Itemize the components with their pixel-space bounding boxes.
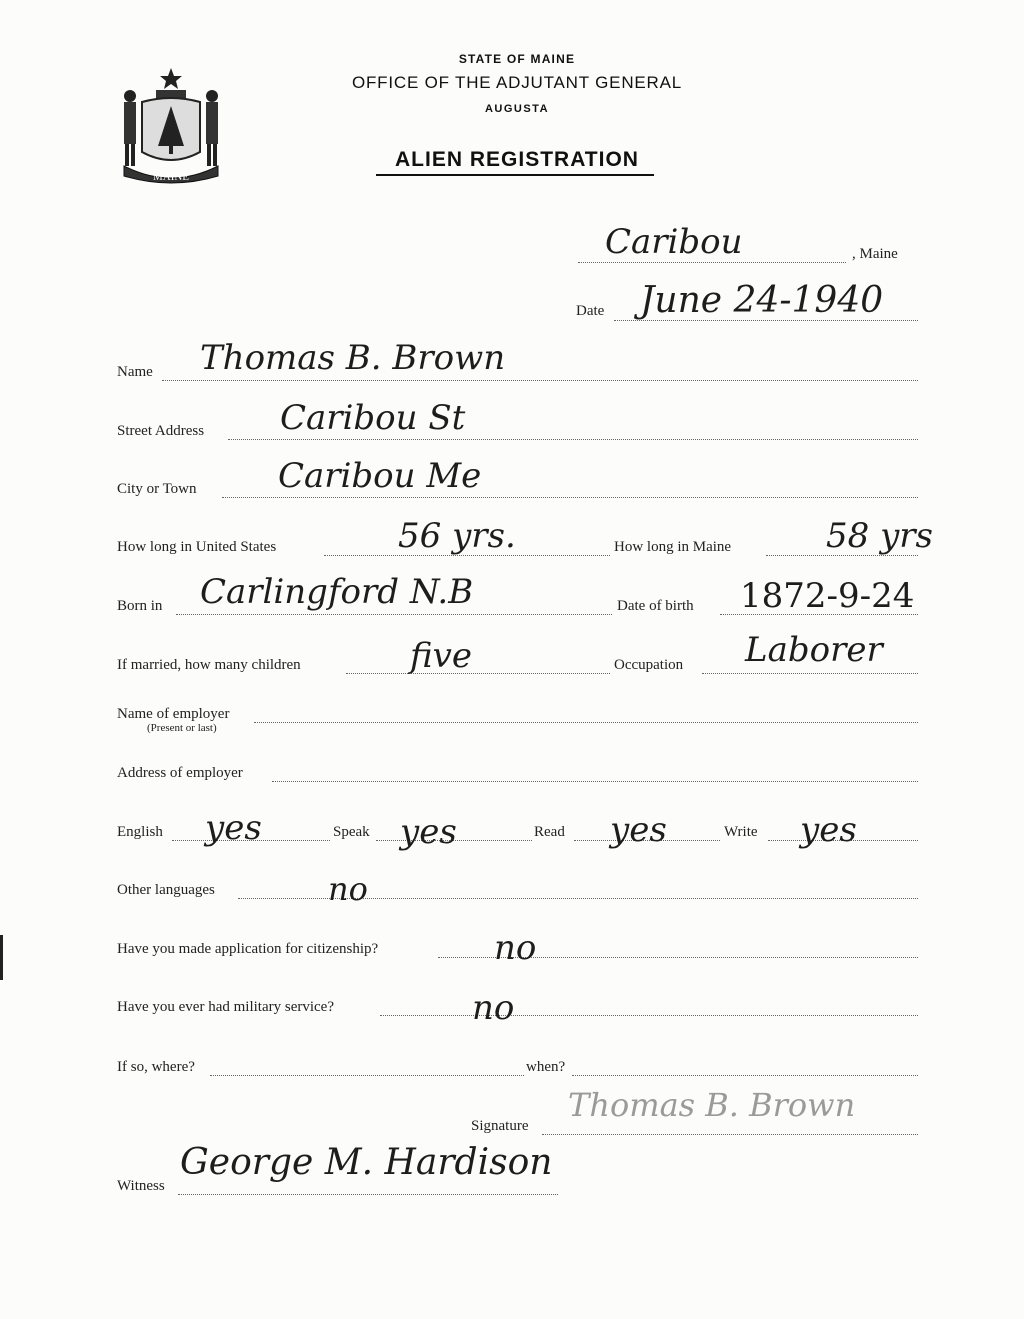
signature-line xyxy=(542,1134,918,1135)
us-years-value: 56 yrs. xyxy=(398,516,516,556)
born-value: Carlingford N.B xyxy=(200,572,474,612)
employer-label: Name of employer xyxy=(117,706,230,722)
street-line xyxy=(228,439,918,440)
speak-value: yes xyxy=(400,812,457,852)
other-languages-label: Other languages xyxy=(117,882,215,898)
employer-sublabel: (Present or last) xyxy=(147,722,217,734)
city-value: Caribou Me xyxy=(278,456,482,496)
born-label: Born in xyxy=(117,598,163,614)
place-value: Caribou xyxy=(605,222,743,262)
scan-edge-mark xyxy=(0,935,3,980)
where-line xyxy=(210,1075,524,1076)
english-label: English xyxy=(117,824,163,840)
city-label: City or Town xyxy=(117,481,197,497)
form-title: ALIEN REGISTRATION xyxy=(395,148,639,171)
children-value: five xyxy=(410,636,473,676)
occupation-value: Laborer xyxy=(745,630,883,670)
office-heading: OFFICE OF THE ADJUTANT GENERAL xyxy=(351,73,683,92)
date-label: Date xyxy=(576,303,605,319)
where-label: If so, where? xyxy=(117,1059,195,1075)
when-label: when? xyxy=(526,1059,566,1075)
english-value: yes xyxy=(205,808,262,848)
state-heading: STATE OF MAINE xyxy=(458,52,576,66)
witness-value: George M. Hardison xyxy=(180,1142,553,1183)
maine-label: , Maine xyxy=(852,246,898,262)
dob-label: Date of birth xyxy=(617,598,694,614)
read-label: Read xyxy=(534,824,565,840)
speak-label: Speak xyxy=(333,824,370,840)
signature-value: Thomas B. Brown xyxy=(568,1086,856,1124)
when-line xyxy=(572,1075,918,1076)
dob-value: 1872-9-24 xyxy=(740,576,915,616)
children-label: If married, how many children xyxy=(117,657,301,673)
city-heading: AUGUSTA xyxy=(484,103,550,115)
occupation-label: Occupation xyxy=(614,657,684,673)
military-label: Have you ever had military service? xyxy=(117,999,334,1015)
employer-address-label: Address of employer xyxy=(117,765,243,781)
maine-years-label: How long in Maine xyxy=(614,539,732,555)
children-line xyxy=(346,673,610,674)
witness-label: Witness xyxy=(117,1178,165,1194)
maine-years-value: 58 yrs xyxy=(826,516,933,556)
other-languages-value: no xyxy=(328,870,368,908)
name-value: Thomas B. Brown xyxy=(200,338,506,378)
title-underline xyxy=(376,174,654,176)
date-value: June 24-1940 xyxy=(640,280,884,321)
write-value: yes xyxy=(800,810,857,850)
place-line xyxy=(578,262,846,263)
citizenship-value: no xyxy=(494,928,537,968)
city-line xyxy=(222,497,918,498)
street-value: Caribou St xyxy=(280,398,466,438)
read-value: yes xyxy=(610,810,667,850)
name-line xyxy=(162,380,918,381)
citizenship-label: Have you made application for citizenship? xyxy=(117,941,379,957)
seal-lettering: MAINE xyxy=(152,171,190,183)
write-label: Write xyxy=(724,824,758,840)
street-label: Street Address xyxy=(117,423,205,439)
name-label: Name xyxy=(117,364,153,380)
military-value: no xyxy=(472,988,515,1028)
born-line xyxy=(176,614,612,615)
occupation-line xyxy=(702,673,918,674)
us-years-label: How long in United States xyxy=(117,539,277,555)
signature-label: Signature xyxy=(471,1118,529,1134)
employer-line xyxy=(254,722,918,723)
military-line xyxy=(380,1015,918,1016)
witness-line xyxy=(178,1194,558,1195)
employer-address-line xyxy=(272,781,918,782)
